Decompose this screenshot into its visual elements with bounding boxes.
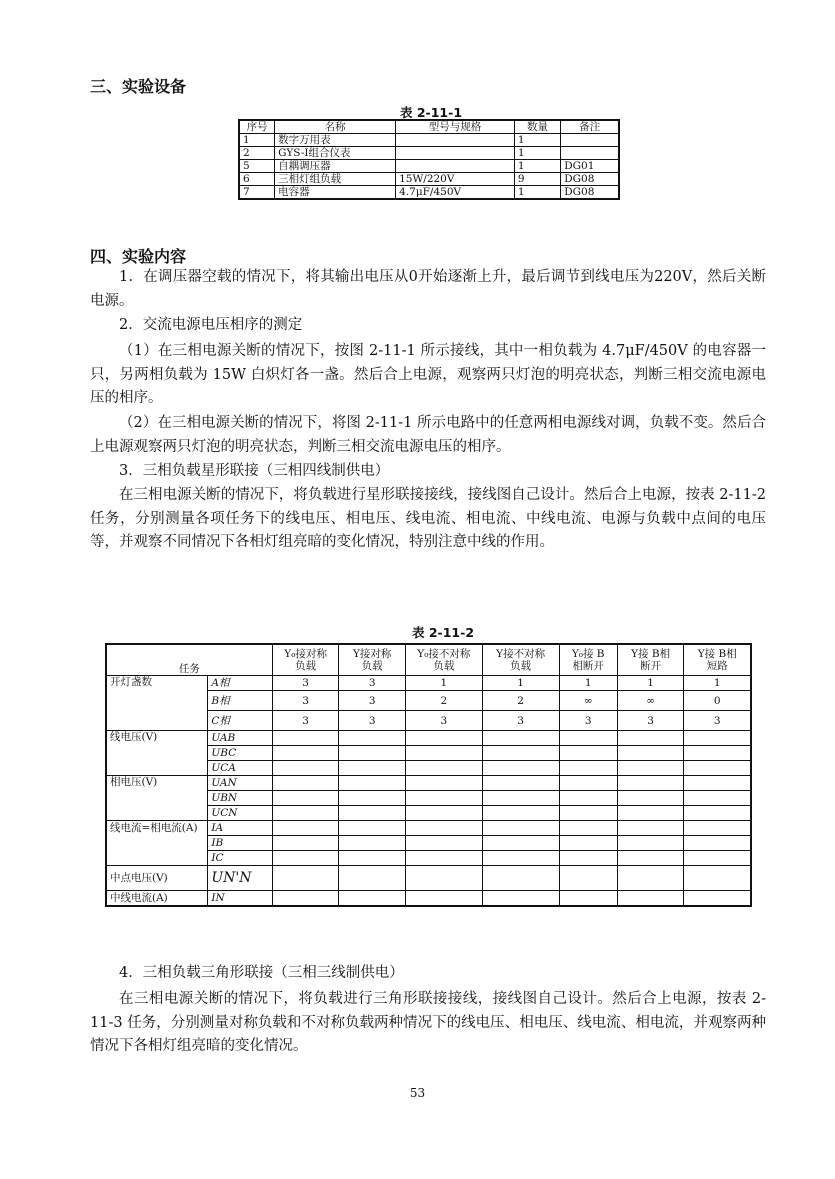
table2-cell: 0 bbox=[684, 691, 751, 711]
table2-cell: 1 bbox=[684, 676, 751, 691]
table2-cell: 2 bbox=[482, 691, 559, 711]
table1-cell bbox=[561, 134, 619, 147]
table1-cell: 7 bbox=[239, 186, 275, 200]
paragraph: 在三相电源关断的情况下，将负载进行三角形联接接线，接线图自己设计。然后合上电源，按表 2-11-3 任务，分别测量对称负载和不对称负载两种情况下的线电压、相电压、线电流、相电流，并观察两种情况下各相灯组亮暗的变化情况。 bbox=[90, 991, 766, 1054]
table2-cell: 1 bbox=[617, 676, 684, 691]
table1-cell: 1 bbox=[239, 134, 275, 147]
table-row bbox=[239, 160, 619, 173]
table2-cell: 3 bbox=[684, 711, 751, 731]
table1-cell: GYS-Ⅰ组合仪表 bbox=[275, 147, 396, 160]
paragraph: （1）在三相电源关断的情况下，按图 2-11-1 所示接线，其中一相负载为 4.7μF/450V 的电容器一只，另两相负载为 15W 白炽灯各一盏。然后合上电源，观察两只灯泡的明亮状态，判断三相交流电源电压的相序。 bbox=[90, 343, 766, 406]
table2-cell: 3 bbox=[272, 676, 339, 691]
col-header: Y₀接不对称 负载 bbox=[405, 644, 482, 676]
row-label: UAB bbox=[208, 731, 273, 746]
table2-cell: 3 bbox=[339, 691, 406, 711]
table1-cell: 自耦调压器 bbox=[275, 160, 396, 173]
table1-cell bbox=[396, 134, 515, 147]
row-label: B相 bbox=[208, 691, 273, 711]
paragraph: 1．在调压器空载的情况下，将其输出电压从0开始逐渐上升，最后调节到线电压为220V，然后关断电源。 bbox=[90, 269, 766, 309]
table1-cell: 9 bbox=[514, 173, 560, 186]
task-header: 任务 bbox=[106, 644, 272, 676]
table-row bbox=[106, 776, 751, 791]
row-label: UCA bbox=[208, 761, 273, 776]
table2-cell: 1 bbox=[559, 676, 617, 691]
row-label: UCN bbox=[208, 806, 273, 821]
col-header: Y接不对称 负载 bbox=[482, 644, 559, 676]
row-label: UAN bbox=[208, 776, 273, 791]
paragraph: 3．三相负载星形联接（三相四线制供电） bbox=[119, 463, 390, 479]
table2-cell: 3 bbox=[339, 676, 406, 691]
row-label: C相 bbox=[208, 711, 273, 731]
table1-cell: 6 bbox=[239, 173, 275, 186]
paragraph: （2）在三相电源关断的情况下，将图 2-11-1 所示电路中的任意两相电源线对调，负载不变。然后合上电源观察两只灯泡的明亮状态，判断三相交流电源电压的相序。 bbox=[90, 415, 766, 455]
table1-cell: DG01 bbox=[561, 160, 619, 173]
col-header: Y接 B相 短路 bbox=[684, 644, 751, 676]
table1-cell: 电容器 bbox=[275, 186, 396, 200]
table1-cell: 数字万用表 bbox=[275, 134, 396, 147]
table2-cell: 3 bbox=[559, 711, 617, 731]
col-header: Y接 B相 断开 bbox=[617, 644, 684, 676]
table-row bbox=[106, 891, 751, 907]
row-group-label: 线电流=相电流(A) bbox=[106, 821, 208, 866]
table2-cell: 2 bbox=[405, 691, 482, 711]
table-row bbox=[106, 821, 751, 836]
col-header: Y₀接 B 相断开 bbox=[559, 644, 617, 676]
row-group-label: 中点电压(V) bbox=[106, 866, 208, 891]
section-heading-equipment: 三、实验设备 bbox=[90, 77, 187, 96]
row-label: UN'N bbox=[208, 866, 273, 891]
section-heading-content: 四、实验内容 bbox=[90, 247, 187, 266]
table2-cell: 1 bbox=[405, 676, 482, 691]
table1-cell: DG08 bbox=[561, 186, 619, 200]
row-label: UBC bbox=[208, 746, 273, 761]
row-label: IC bbox=[208, 851, 273, 866]
row-group-label: 开灯盏数 bbox=[106, 676, 208, 731]
star-connection-table bbox=[105, 643, 752, 907]
col-header: Y₀接对称 负载 bbox=[272, 644, 339, 676]
table1-cell: 5 bbox=[239, 160, 275, 173]
table1-cell: 1 bbox=[514, 134, 560, 147]
row-group-label: 中线电流(A) bbox=[106, 891, 208, 907]
table1-cell: 1 bbox=[514, 160, 560, 173]
table-row bbox=[106, 731, 751, 746]
paragraph: 在三相电源关断的情况下，将负载进行星形联接接线，接线图自己设计。然后合上电源，按表 2-11-2 任务，分别测量各项任务下的线电压、相电压、线电流、相电流、中线电流、电源与负载中点间的电压等，并观察不同情况下各相灯组亮暗的变化情况，特别注意中线的作用。 bbox=[90, 487, 766, 550]
table-row bbox=[106, 676, 751, 691]
table2-cell: 3 bbox=[617, 711, 684, 731]
table2-cell: ∞ bbox=[617, 691, 684, 711]
table1-header-cell: 名称 bbox=[275, 120, 396, 134]
equipment-table bbox=[238, 119, 620, 200]
table1-cell: DG08 bbox=[561, 173, 619, 186]
table2-cell: 3 bbox=[482, 711, 559, 731]
col-header: Y接对称 负载 bbox=[339, 644, 406, 676]
table-row bbox=[106, 866, 751, 891]
table2-cell: ∞ bbox=[559, 691, 617, 711]
page-number: 53 bbox=[409, 1086, 426, 1100]
table2-cell: 1 bbox=[482, 676, 559, 691]
table1-caption: 表 2-11-1 bbox=[400, 105, 463, 120]
table1-cell: 1 bbox=[514, 186, 560, 200]
row-group-label: 线电压(V) bbox=[106, 731, 208, 776]
table1-cell: 1 bbox=[514, 147, 560, 160]
table2-cell: 3 bbox=[272, 691, 339, 711]
table2-cell: 3 bbox=[272, 711, 339, 731]
table1-cell bbox=[561, 147, 619, 160]
row-label: IN bbox=[208, 891, 273, 907]
paragraph: 4．三相负载三角形联接（三相三线制供电） bbox=[119, 965, 404, 981]
table2-cell: 3 bbox=[405, 711, 482, 731]
table1-cell: 15W/220V bbox=[396, 173, 515, 186]
table2-cell: 3 bbox=[339, 711, 406, 731]
table1-cell: 2 bbox=[239, 147, 275, 160]
row-group-label: 相电压(V) bbox=[106, 776, 208, 821]
table-row bbox=[239, 173, 619, 186]
table1-header-cell: 序号 bbox=[239, 120, 275, 134]
row-label: IA bbox=[208, 821, 273, 836]
table1-cell: 三相灯组负载 bbox=[275, 173, 396, 186]
table-row bbox=[239, 147, 619, 160]
table1-header-cell: 型号与规格 bbox=[396, 120, 515, 134]
table1-cell bbox=[396, 147, 515, 160]
table1-cell: 4.7μF/450V bbox=[396, 186, 515, 200]
table2-caption: 表 2-11-2 bbox=[412, 625, 475, 640]
table-row bbox=[239, 134, 619, 147]
table1-header-cell: 备注 bbox=[561, 120, 619, 134]
row-label: UBN bbox=[208, 791, 273, 806]
row-label: A相 bbox=[208, 676, 273, 691]
paragraph: 2．交流电源电压相序的测定 bbox=[119, 317, 303, 333]
table1-cell bbox=[396, 160, 515, 173]
table1-header-cell: 数量 bbox=[514, 120, 560, 134]
row-label: IB bbox=[208, 836, 273, 851]
table-row bbox=[239, 186, 619, 200]
